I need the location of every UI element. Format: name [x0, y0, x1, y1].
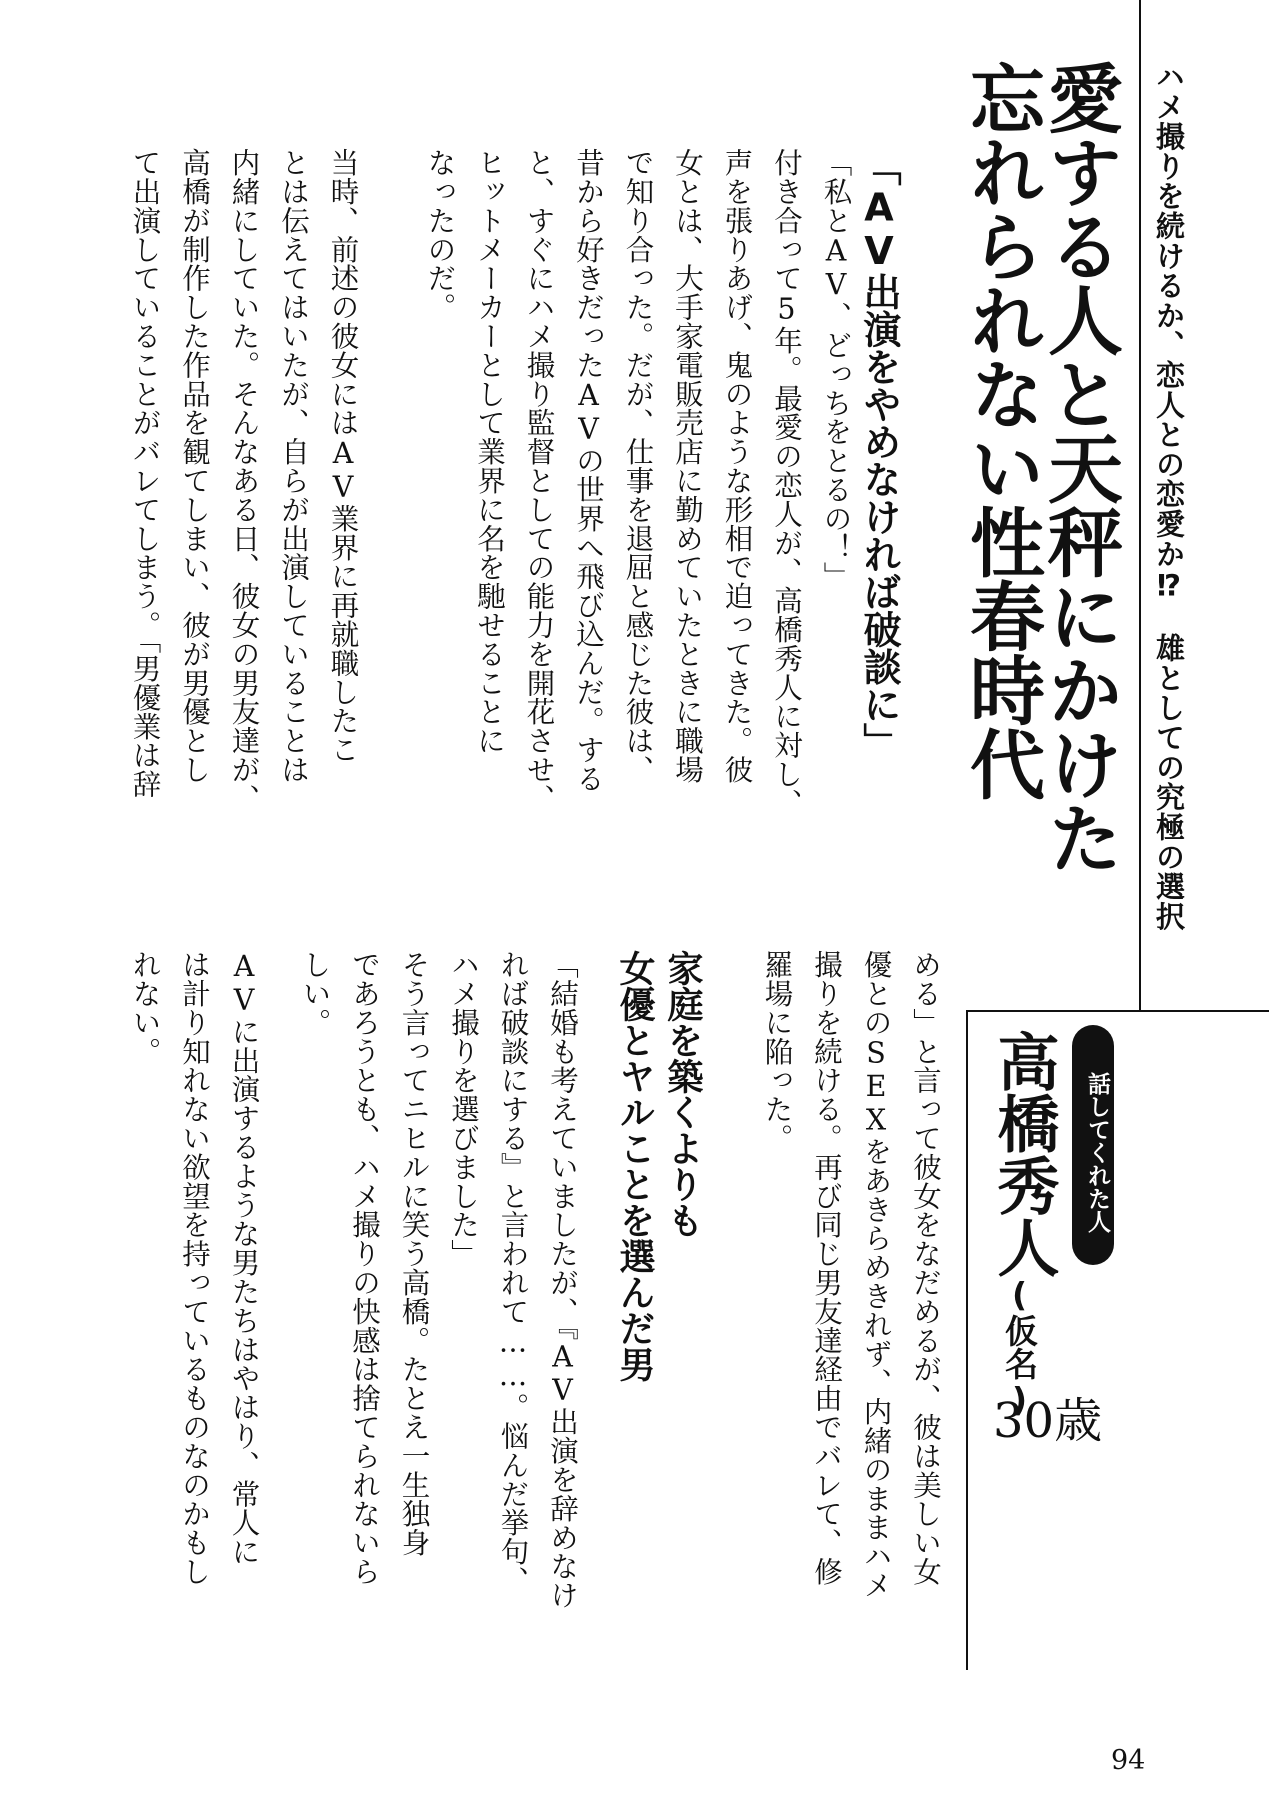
- page-number: 94: [1111, 1745, 1146, 1776]
- speaker-divider-vertical: [966, 1010, 968, 1670]
- text-line: める」と言って彼女をなだめるが、彼は美しい女: [909, 950, 942, 1586]
- text-line: 昔から好きだったAVの世界へ飛び込んだ。する: [572, 148, 605, 793]
- text-line: とは伝えてはいたが、自らが出演していることは: [277, 148, 310, 784]
- body-block: [120, 148, 368, 908]
- body-block: [415, 148, 861, 908]
- body-block: [752, 950, 950, 1670]
- title-divider-horizontal: [966, 1010, 1269, 1012]
- text-line: れない。: [128, 950, 162, 1066]
- body-block: [290, 950, 587, 1670]
- text-line: と、すぐにハメ撮り監督としての能力を開花させ、: [522, 148, 556, 813]
- speaker-name: 高橋秀人: [987, 1030, 1060, 1278]
- kicker: ハメ撮りを続けるか、恋人との恋愛か⁉︎ 雄としての究極の選択: [1152, 62, 1186, 932]
- text-line: なったのだ。: [423, 148, 457, 322]
- speaker-badge: 話してくれた人: [1072, 1025, 1114, 1265]
- speaker-age: 30歳: [993, 1393, 1103, 1449]
- section-heading: 「AV出演をやめなければ破談に」: [857, 148, 901, 760]
- text-line: そう言ってニヒルに笑う高橋。たとえ一生独身: [397, 950, 431, 1557]
- text-line: 「私とAV、どっちをとるの！」: [819, 148, 853, 591]
- text-line: 撮りを続ける。再び同じ男友達経由でバレて、修: [810, 950, 843, 1586]
- title-line: 愛する人と天秤にかけた: [1036, 60, 1124, 874]
- text-line: AVに出演するような男たちはやはり、常人に: [227, 950, 261, 1566]
- heading-line: 女優とヤルことを選んだ男: [614, 950, 655, 1382]
- text-line: 女とは、大手家電販売店に勤めていたときに職場: [671, 148, 704, 784]
- text-line: 声を張りあげ、鬼のような形相で迫ってきた。彼: [720, 148, 754, 784]
- text-line: 付き合って5年。最愛の恋人が、高橋秀人に対し、: [770, 148, 803, 818]
- text-line: ハメ撮りを選びました」: [447, 950, 480, 1268]
- text-line: 高橋が制作した作品を観てしまい、彼が男優とし: [178, 148, 211, 784]
- body-block: [120, 950, 269, 1670]
- heading-line: 家庭を築くよりも: [662, 950, 703, 1238]
- section-heading: [610, 950, 706, 1382]
- text-line: であろうとも、ハメ撮りの快感は捨てられないら: [348, 950, 381, 1586]
- text-line: で知り合った。だが、仕事を退屈と感じた彼は、: [621, 148, 655, 784]
- page-title: [958, 60, 1124, 920]
- speaker-kana: (仮名): [1000, 1275, 1039, 1419]
- text-line: て出演していることがバレてしまう。「男優業は辞: [128, 148, 162, 799]
- text-line: れば破談にする』と言われて……。悩んだ挙句、: [496, 950, 530, 1595]
- text-line: 「結婚も考えていましたが、『AV出演を辞めなけ: [546, 950, 579, 1610]
- text-line: は計り知れない欲望を持っているものなのかもし: [178, 950, 211, 1586]
- text-line: しい。: [298, 950, 332, 1037]
- title-divider-vertical: [1139, 0, 1141, 1012]
- text-line: 当時、前述の彼女にはAV業界に再就職したこ: [326, 148, 360, 764]
- text-line: 内緒にしていた。そんなある日、彼女の男友達が、: [227, 148, 261, 813]
- title-line: 忘れられない性春時代: [958, 60, 1046, 800]
- text-line: ヒットメーカーとして業界に名を馳せることに: [473, 148, 506, 755]
- text-line: 羅場に陥った。: [760, 950, 794, 1153]
- text-line: 優とのSEXをあきらめきれず、内緒のままハメ: [859, 950, 893, 1600]
